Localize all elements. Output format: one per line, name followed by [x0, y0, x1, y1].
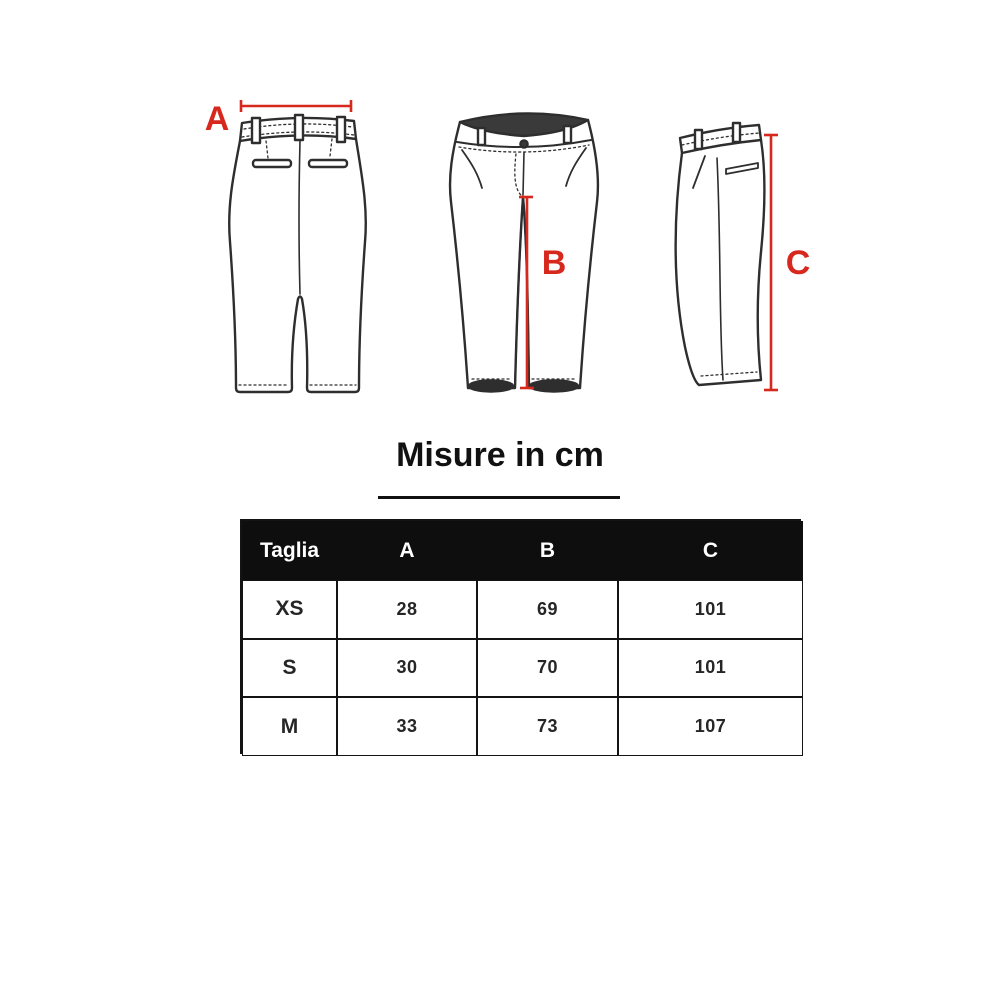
measure-label-a: A — [204, 100, 230, 138]
table-cell-m-c: 107 — [618, 697, 803, 756]
measure-label-c: C — [785, 244, 810, 282]
measure-line-a — [241, 100, 351, 112]
page-title: Misure in cm — [396, 436, 604, 474]
leg-opening — [469, 381, 513, 392]
leg-opening — [530, 381, 578, 392]
table-header-c: C — [618, 521, 803, 580]
belt-loop — [295, 115, 303, 140]
belt-loop — [478, 128, 485, 145]
table-cell-s-a: 30 — [337, 639, 477, 698]
table-cell-s-b: 70 — [477, 639, 618, 698]
title-underline — [378, 496, 620, 499]
belt-loop — [337, 117, 345, 142]
back-pocket — [309, 160, 347, 167]
table-cell-xs-b: 69 — [477, 580, 618, 639]
table-header-b: B — [477, 521, 618, 580]
pants-back-view-diagram — [203, 92, 403, 407]
table-cell-m-b: 73 — [477, 697, 618, 756]
table-header-a: A — [337, 521, 477, 580]
measure-line-c — [764, 135, 778, 390]
pants-front-view-diagram — [420, 92, 620, 407]
table-cell-size-s: S — [242, 639, 337, 698]
table-cell-size-xs: XS — [242, 580, 337, 639]
measure-label-b: B — [541, 244, 567, 282]
table-cell-s-c: 101 — [618, 639, 803, 698]
belt-loop — [695, 130, 702, 149]
belt-loop — [564, 126, 571, 143]
waist-button — [520, 140, 527, 147]
table-cell-m-a: 33 — [337, 697, 477, 756]
table-header-taglia: Taglia — [242, 521, 337, 580]
table-cell-xs-a: 28 — [337, 580, 477, 639]
belt-loop — [733, 123, 740, 142]
belt-loop — [252, 118, 260, 143]
table-cell-xs-c: 101 — [618, 580, 803, 639]
back-pocket — [253, 160, 291, 167]
table-cell-size-m: M — [242, 697, 337, 756]
pants-side-view-diagram — [665, 92, 810, 407]
size-table — [240, 519, 801, 754]
